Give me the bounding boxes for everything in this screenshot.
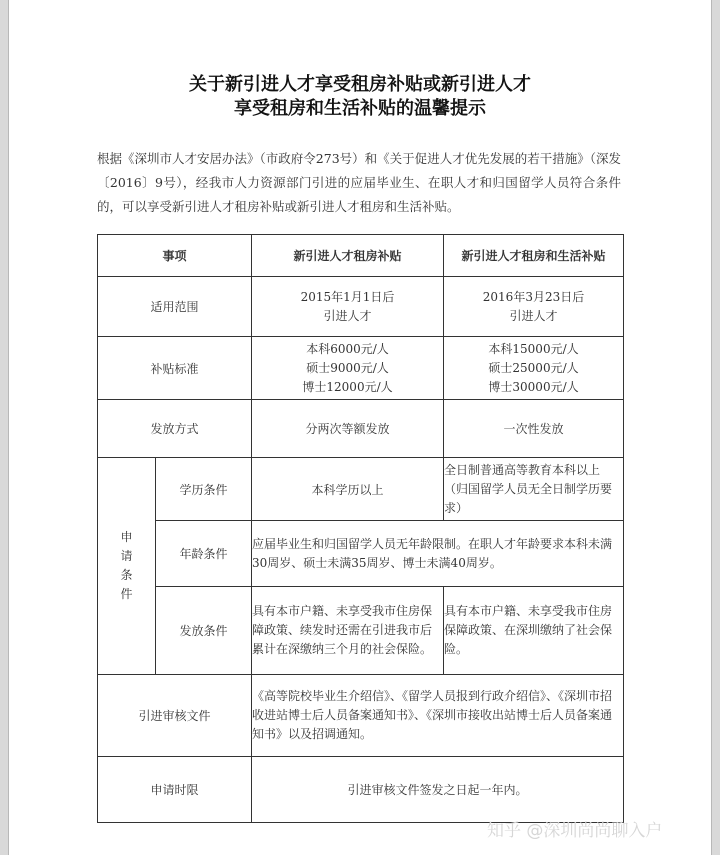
header-rent-living-subsidy: 新引进人才租房和生活补贴 [444, 235, 624, 277]
documents-text: 《高等院校毕业生介绍信》、《留学人员报到行政介绍信》、《深圳市招收进站博士后人员备案通知书》、《深圳市接收出站博士后人员备案通知书》以及招调通知。 [252, 675, 624, 757]
deadline-text: 引进审核文件签发之日起一年内。 [252, 757, 624, 823]
document-title-line2: 享受租房和生活补贴的温馨提示 [234, 98, 486, 119]
document-title-line1: 关于新引进人才享受租房补贴或新引进人才 [189, 74, 531, 95]
scope-rent-subsidy: 2015年1月1日后 引进人才 [252, 277, 444, 337]
page-frame-right [712, 0, 720, 855]
row-label-age: 年龄条件 [156, 521, 252, 587]
conditions-vertical-label: 申请条件 [120, 530, 133, 601]
table-row-education [98, 458, 624, 521]
page-frame-left-line [8, 0, 9, 855]
row-label-education: 学历条件 [156, 458, 252, 521]
intro-paragraph: 根据《深圳市人才安居办法》（市政府令273号）和《关于促进人才优先发展的若干措施》（深发〔2016〕9号），经我市人力资源部门引进的应届毕业生、在职人才和归国留学人员符合条件的，可以享受新引进人才租房补贴或新引进人才租房和生活补贴。 [97, 151, 621, 214]
watermark-text: 知乎 @深圳尚尚聊入户 [487, 821, 663, 841]
header-rent-subsidy: 新引进人才租房补贴 [252, 235, 444, 277]
method-rent-subsidy: 分两次等额发放 [252, 400, 444, 458]
subsidy-table [97, 234, 624, 823]
table-row-standard [98, 337, 624, 400]
method-rent-living-subsidy: 一次性发放 [444, 400, 624, 458]
table-header-row [98, 235, 624, 277]
page-frame-left [0, 0, 8, 855]
row-label-conditions [98, 458, 156, 675]
issuance-rent-living-subsidy: 具有本市户籍、未享受我市住房保障政策、在深圳缴纳了社会保险。 [444, 587, 624, 675]
age-condition-text: 应届毕业生和归国留学人员无年龄限制。在职人才年龄要求本科未满30周岁、硕士未满35周岁、博士未满40周岁。 [252, 521, 624, 587]
education-rent-living-subsidy: 全日制普通高等教育本科以上（归国留学人员无全日制学历要求） [444, 458, 624, 521]
table-row-scope [98, 277, 624, 337]
row-label-scope: 适用范围 [98, 277, 252, 337]
scope-rent-living-subsidy: 2016年3月23日后 引进人才 [444, 277, 624, 337]
table-row-documents [98, 675, 624, 757]
row-label-issuance: 发放条件 [156, 587, 252, 675]
issuance-rent-subsidy: 具有本市户籍、未享受我市住房保障政策、续发时还需在引进我市后累计在深缴纳三个月的社会保险。 [252, 587, 444, 675]
header-item: 事项 [98, 235, 252, 277]
page-frame-right-line [711, 0, 712, 855]
row-label-standard: 补贴标准 [98, 337, 252, 400]
row-label-method: 发放方式 [98, 400, 252, 458]
education-rent-subsidy: 本科学历以上 [252, 458, 444, 521]
row-label-documents: 引进审核文件 [98, 675, 252, 757]
table-row-deadline [98, 757, 624, 823]
table-row-age [98, 521, 624, 587]
row-label-deadline: 申请时限 [98, 757, 252, 823]
standard-rent-living-subsidy: 本科15000元/人 硕士25000元/人 博士30000元/人 [444, 337, 624, 400]
table-row-method [98, 400, 624, 458]
table-row-issuance [98, 587, 624, 675]
standard-rent-subsidy: 本科6000元/人 硕士9000元/人 博士12000元/人 [252, 337, 444, 400]
